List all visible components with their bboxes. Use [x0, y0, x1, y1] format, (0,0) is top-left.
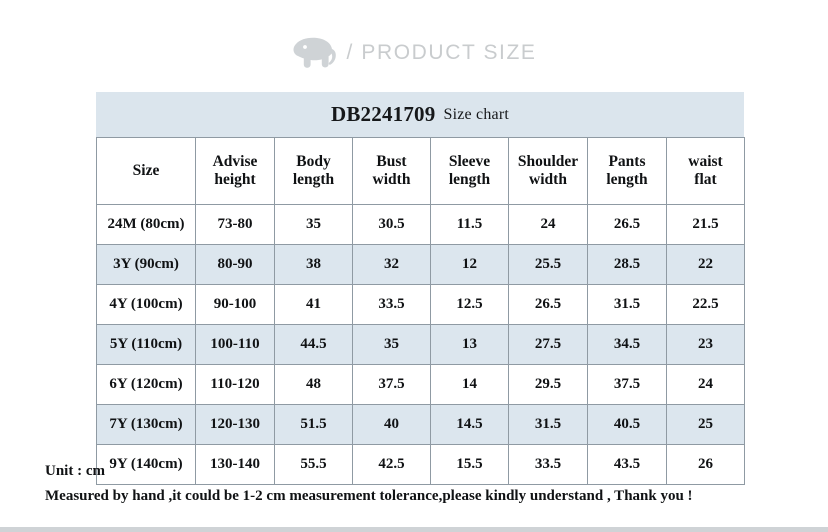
- cell-size: 24M (80cm): [97, 205, 196, 245]
- cell-sleeve-length: 15.5: [431, 445, 509, 485]
- cell-pants-length: 34.5: [588, 325, 667, 365]
- cell-advise-height: 73-80: [196, 205, 275, 245]
- product-size-header: [0, 26, 828, 80]
- column-header-sleeve-length: Sleeve length: [431, 138, 509, 205]
- footer-notes: [45, 460, 805, 507]
- cell-waist-flat: 25: [667, 405, 745, 445]
- cell-pants-length: 37.5: [588, 365, 667, 405]
- column-header-body-length: Body length: [275, 138, 353, 205]
- cell-body-length: 41: [275, 285, 353, 325]
- cell-sleeve-length: 11.5: [431, 205, 509, 245]
- cell-advise-height: 120-130: [196, 405, 275, 445]
- table-row: [97, 325, 745, 365]
- cell-pants-length: 40.5: [588, 405, 667, 445]
- cell-bust-width: 33.5: [353, 285, 431, 325]
- cell-body-length: 48: [275, 365, 353, 405]
- cell-shoulder-width: 29.5: [509, 365, 588, 405]
- column-header-bust-width: Bust width: [353, 138, 431, 205]
- cell-size: 5Y (110cm): [97, 325, 196, 365]
- cell-bust-width: 32: [353, 245, 431, 285]
- cell-sleeve-length: 14.5: [431, 405, 509, 445]
- table-row: [97, 405, 745, 445]
- cell-sleeve-length: 12: [431, 245, 509, 285]
- note-tolerance: Measured by hand ,it could be 1-2 cm measurement tolerance,please kindly understand , Thank you !: [45, 487, 693, 504]
- cell-bust-width: 30.5: [353, 205, 431, 245]
- cell-body-length: 55.5: [275, 445, 353, 485]
- cell-bust-width: 37.5: [353, 365, 431, 405]
- cell-waist-flat: 24: [667, 365, 745, 405]
- cell-waist-flat: 22.5: [667, 285, 745, 325]
- cell-waist-flat: 23: [667, 325, 745, 365]
- cell-advise-height: 80-90: [196, 245, 275, 285]
- cell-advise-height: 130-140: [196, 445, 275, 485]
- cell-advise-height: 90-100: [196, 285, 275, 325]
- cell-waist-flat: 26: [667, 445, 745, 485]
- column-header-size: Size: [97, 138, 196, 205]
- header-title: / PRODUCT SIZE: [346, 41, 537, 64]
- size-chart-label: Size chart: [443, 105, 509, 123]
- table-row: [97, 285, 745, 325]
- cell-pants-length: 43.5: [588, 445, 667, 485]
- cell-shoulder-width: 25.5: [509, 245, 588, 285]
- cell-shoulder-width: 26.5: [509, 285, 588, 325]
- cell-shoulder-width: 33.5: [509, 445, 588, 485]
- cell-advise-height: 100-110: [196, 325, 275, 365]
- table-row: [97, 245, 745, 285]
- column-header-advise-height: Advise height: [196, 138, 275, 205]
- bottom-divider: [0, 527, 828, 532]
- cell-size: 3Y (90cm): [97, 245, 196, 285]
- column-header-pants-length: Pants length: [588, 138, 667, 205]
- cell-body-length: 38: [275, 245, 353, 285]
- size-chart-code: DB2241709: [330, 102, 436, 126]
- cell-sleeve-length: 12.5: [431, 285, 509, 325]
- cell-sleeve-length: 13: [431, 325, 509, 365]
- cell-waist-flat: 22: [667, 245, 745, 285]
- table-header-row: [97, 138, 745, 205]
- cell-bust-width: 35: [353, 325, 431, 365]
- elephant-icon: [291, 36, 337, 70]
- table-row: [97, 205, 745, 245]
- cell-bust-width: 40: [353, 405, 431, 445]
- column-header-shoulder-width: Shoulder width: [509, 138, 588, 205]
- cell-size: 6Y (120cm): [97, 365, 196, 405]
- cell-waist-flat: 21.5: [667, 205, 745, 245]
- cell-size: 4Y (100cm): [97, 285, 196, 325]
- cell-body-length: 51.5: [275, 405, 353, 445]
- note-unit: Unit : cm: [45, 463, 105, 479]
- size-chart-title-bar: [96, 92, 744, 137]
- header-inner: [291, 36, 536, 70]
- cell-size: 9Y (140cm): [97, 445, 196, 485]
- cell-size: 7Y (130cm): [97, 405, 196, 445]
- size-chart-table: [96, 137, 745, 485]
- cell-shoulder-width: 31.5: [509, 405, 588, 445]
- cell-bust-width: 42.5: [353, 445, 431, 485]
- cell-sleeve-length: 14: [431, 365, 509, 405]
- cell-body-length: 44.5: [275, 325, 353, 365]
- cell-pants-length: 26.5: [588, 205, 667, 245]
- size-chart-block: [96, 92, 744, 485]
- column-header-waist-flat: waist flat: [667, 138, 745, 205]
- cell-pants-length: 28.5: [588, 245, 667, 285]
- cell-pants-length: 31.5: [588, 285, 667, 325]
- cell-body-length: 35: [275, 205, 353, 245]
- cell-shoulder-width: 27.5: [509, 325, 588, 365]
- table-row: [97, 365, 745, 405]
- cell-shoulder-width: 24: [509, 205, 588, 245]
- cell-advise-height: 110-120: [196, 365, 275, 405]
